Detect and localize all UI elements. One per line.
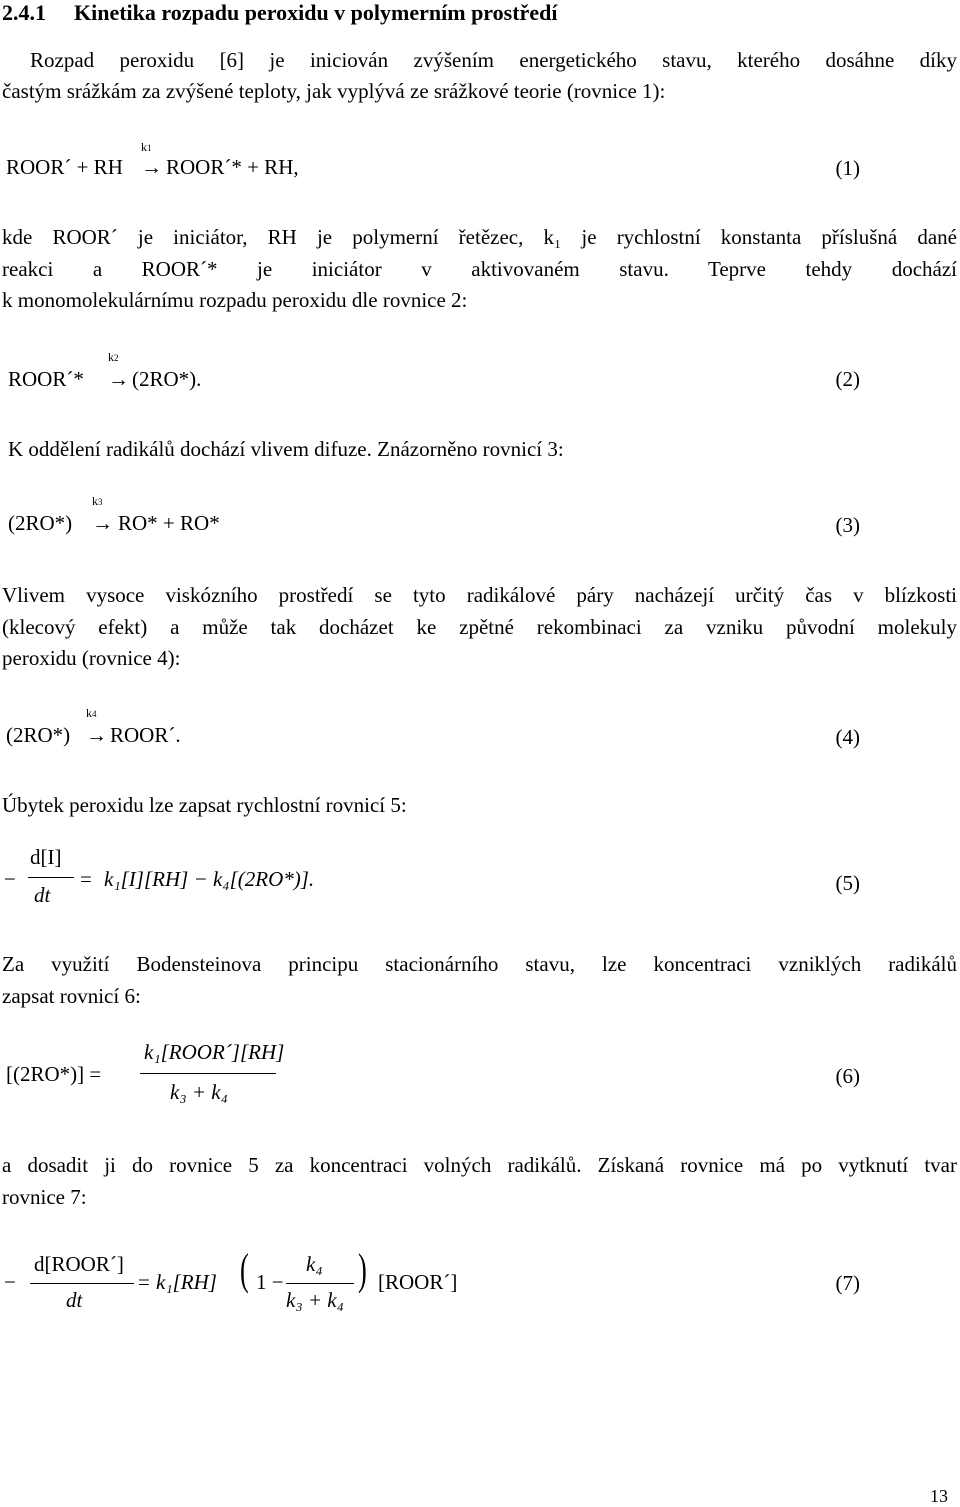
eq5-minus: − — [4, 867, 16, 891]
equation-4 — [6, 706, 826, 756]
eq7-left-paren: ( — [240, 1245, 249, 1294]
eq7-tail: [ROOR´] — [378, 1270, 458, 1294]
paragraph-5 — [2, 790, 957, 822]
eq1-lhs: ROOR´ + RH — [6, 155, 123, 179]
paragraph-1-line-1: Rozpad peroxidu [6] je iniciován zvýšením energetického stavu, kterého dosáhne díky — [30, 48, 957, 72]
paragraph-6 — [2, 949, 957, 1012]
eq4-number: (4) — [835, 725, 860, 749]
eq7-inner-numerator: k₄ — [306, 1252, 323, 1276]
eq1-arrow: → — [141, 155, 162, 179]
section-number: 2.4.1 — [2, 0, 46, 25]
paragraph-3 — [8, 434, 960, 466]
eq5-denominator: dt — [34, 883, 51, 907]
eq4-rhs: ROOR´. — [110, 723, 181, 747]
paragraph-6-line-2: zapsat rovnicí 6: — [2, 983, 141, 1008]
eq4-arrow: → — [86, 723, 107, 747]
eq1-rhs: ROOR´* + RH, — [166, 155, 299, 179]
eq6-fraction-line — [140, 1073, 276, 1074]
paragraph-6-line-1: Za využití Bodensteinova principu stacionárního stavu, lze koncentraci vzniklých radikálů — [2, 952, 957, 976]
paragraph-7 — [2, 1150, 957, 1213]
paragraph-2-line-1: kde ROOR´ je iniciátor, RH je polymerní řetězec, k₁ je rychlostní konstanta příslušná dané — [2, 225, 957, 249]
equation-6 — [6, 1040, 826, 1120]
equation-7 — [4, 1245, 824, 1328]
eq5-numerator: d[I] — [30, 845, 62, 869]
equation-3 — [8, 494, 828, 544]
section-title: Kinetika rozpadu peroxidu v polymerním prostředí — [74, 0, 558, 25]
eq3-number: (3) — [835, 513, 860, 537]
eq7-numerator: d[ROOR´] — [34, 1252, 124, 1276]
eq1-number: (1) — [835, 156, 860, 180]
eq7-denominator: dt — [66, 1288, 83, 1312]
eq2-lhs: ROOR´* — [8, 367, 84, 391]
eq7-fraction-line — [30, 1283, 134, 1284]
paragraph-3-line-1: K oddělení radikálů dochází vlivem difuze. Znázorněno rovnicí 3: — [8, 437, 564, 461]
paragraph-4 — [2, 580, 957, 675]
paragraph-7-line-2: rovnice 7: — [2, 1184, 87, 1209]
paragraph-7-line-1: a dosadit ji do rovnice 5 za koncentraci volných radikálů. Získaná rovnice má po vytknutí tvar — [2, 1153, 957, 1177]
eq4-rate-constant: k4 — [86, 706, 97, 720]
paragraph-1-line-2: častým srážkám za zvýšené teploty, jak vyplývá ze srážkové teorie (rovnice 1): — [2, 79, 666, 103]
equation-5 — [4, 845, 824, 920]
eq5-equals: = — [80, 867, 92, 891]
eq7-equals: = — [138, 1270, 150, 1294]
page-number: 13 — [930, 1486, 948, 1506]
paragraph-5-line-1: Úbytek peroxidu lze zapsat rychlostní rovnicí 5: — [2, 793, 407, 817]
eq2-rate-constant: k2 — [108, 350, 119, 364]
eq5-number: (5) — [835, 871, 860, 895]
eq7-minus: − — [4, 1270, 16, 1294]
eq7-inner-denominator: k₃ + k₄ — [286, 1288, 344, 1312]
eq2-arrow: → — [108, 367, 129, 391]
eq4-lhs: (2RO*) — [6, 723, 71, 747]
paragraph-4-line-2: (klecový efekt) a může tak docházet ke zpětné rekombinaci za vzniku původní molekuly — [2, 614, 957, 639]
eq6-lhs: [(2RO*)] = — [6, 1062, 102, 1086]
equation-1 — [6, 140, 826, 190]
eq3-lhs: (2RO*) — [8, 511, 73, 535]
eq1-rate-constant: k1 — [141, 140, 152, 154]
paragraph-2 — [2, 222, 957, 317]
eq2-number: (2) — [835, 367, 860, 391]
section-heading — [2, 0, 557, 26]
eq5-rhs: k₁[I][RH] − k₄[(2RO*)]. — [104, 867, 315, 891]
eq3-rate-constant: k3 — [92, 494, 103, 508]
paragraph-1 — [2, 45, 957, 77]
paragraph-2-line-3: k monomolekulárnímu rozpadu peroxidu dle rovnice 2: — [2, 288, 468, 312]
paragraph-4-line-3: peroxidu (rovnice 4): — [2, 646, 181, 670]
eq5-fraction-line — [28, 877, 74, 878]
eq7-k1rh: k₁[RH] — [156, 1270, 217, 1294]
eq6-number: (6) — [835, 1064, 860, 1088]
eq2-rhs: (2RO*). — [132, 367, 202, 391]
paragraph-2-line-2: reakci a ROOR´* je iniciátor v aktivovaném stavu. Teprve tehdy dochází — [2, 256, 957, 281]
paragraph-4-line-1: Vlivem vysoce viskózního prostředí se tyto radikálové páry nacházejí určitý čas v blízkosti — [2, 583, 957, 607]
eq7-number: (7) — [835, 1271, 860, 1295]
paragraph-1-cont — [2, 76, 957, 108]
eq6-denominator: k₃ + k₄ — [170, 1080, 228, 1104]
eq3-rhs: RO* + RO* — [118, 511, 220, 535]
eq7-right-paren: ) — [358, 1245, 367, 1294]
eq7-inner-fraction-line — [286, 1283, 354, 1284]
eq6-numerator: k₁[ROOR´][RH] — [144, 1040, 285, 1064]
eq3-arrow: → — [92, 511, 113, 535]
eq7-one-minus: 1 − — [256, 1270, 284, 1294]
equation-2 — [8, 350, 828, 400]
